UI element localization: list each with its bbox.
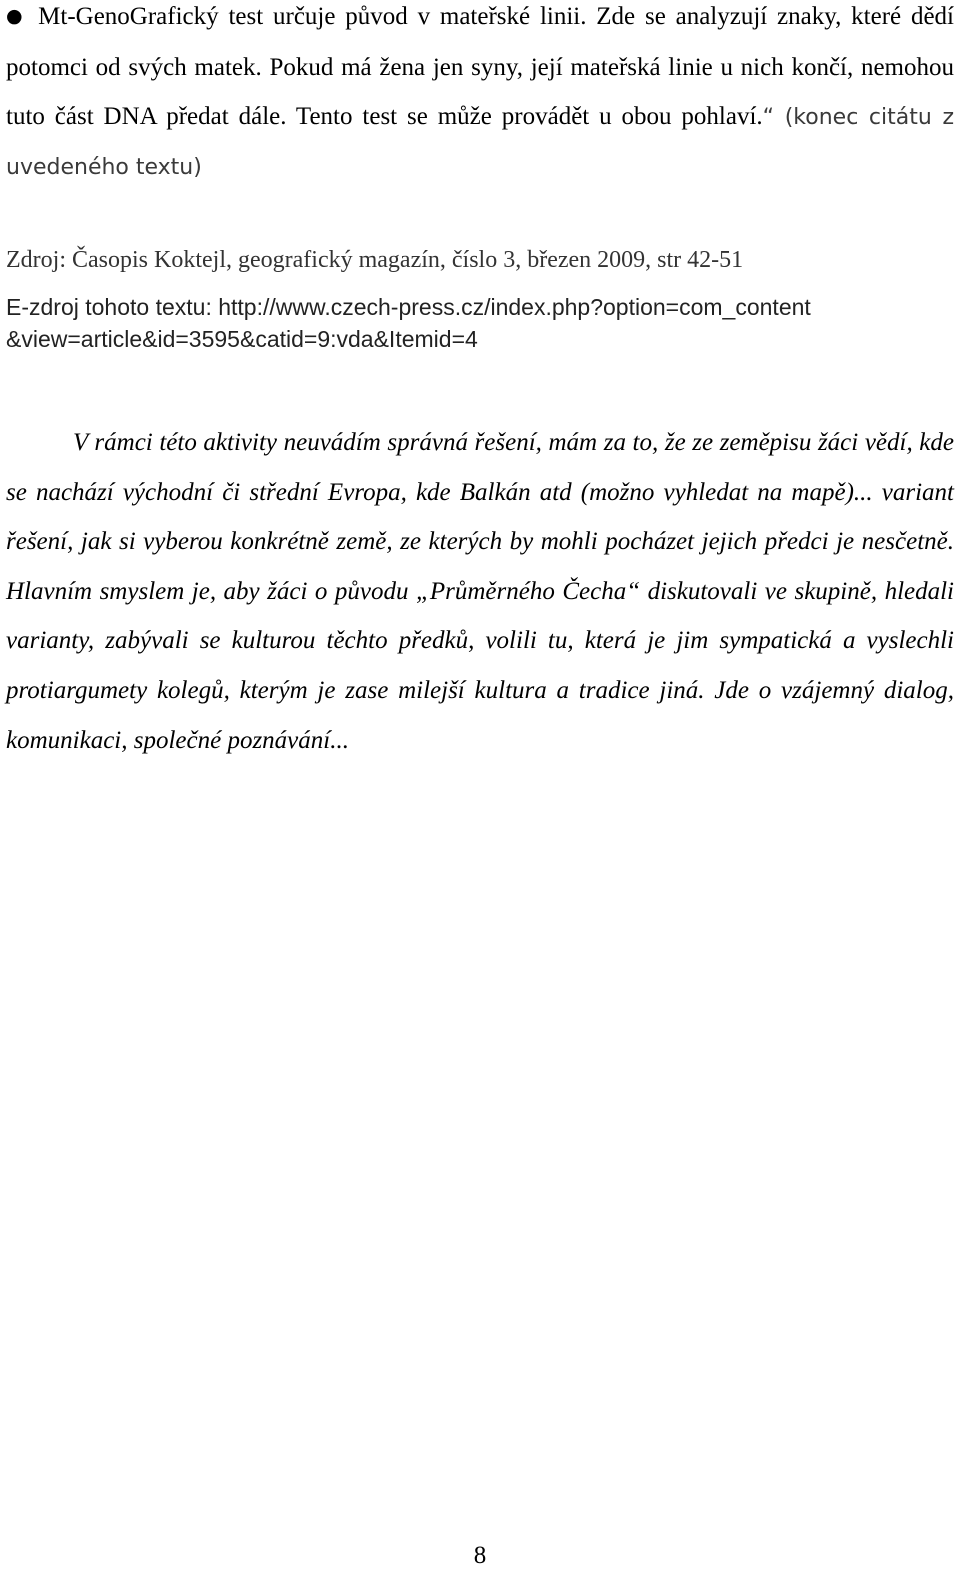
- e-source-citation: [6, 291, 954, 355]
- e-source-line-2: &view=article&id=3595&catid=9:vda&Itemid=4: [6, 326, 478, 352]
- source-citation: Zdroj: Časopis Koktejl, geografický magazín, číslo 3, březen 2009, str 42-51: [6, 247, 744, 273]
- commentary-text: V rámci této aktivity neuvádím správná řešení, mám za to, že ze zeměpisu žáci vědí, kde se nachází východní či střední Evropa, kde Balkán atd (možno vyhledat na mapě)... variant řešení, jak si vyberou konkrétně země, ze kterých by mohli pocházet jejich předci je nesčetně. Hlavním smyslem je, aby žáci o původu „Průměrného Čecha“ diskutovali ve skupině, hledali varianty, zabývali se kulturou těchto předků, volili tu, která je jim sympatická a vyslechli protiargumety kolegů, kterým je zase milejší kultura a tradice jiná. Jde o vzájemný dialog, komunikaci, společné poznávání...: [6, 429, 954, 754]
- commentary-paragraph: [6, 418, 954, 765]
- quote-end-note: “ (konec citátu z uvedeného textu): [6, 105, 954, 180]
- bullet-paragraph: [6, 0, 954, 192]
- bullet-paragraph-text: Mt-GenoGrafický test určuje původ v mateřské linii. Zde se analyzují znaky, které dědí potomci od svých matek. Pokud má žena jen syny, její mateřská linie u nich končí, nemohou tuto část DNA předat dále. Tento test se může provádět u obou pohlaví.: [6, 3, 954, 130]
- page-number: 8: [473, 1542, 487, 1569]
- bullet-icon: ●: [6, 5, 27, 27]
- e-source-line-1: E-zdroj tohoto textu: http://www.czech-press.cz/index.php?option=com_content: [6, 294, 811, 320]
